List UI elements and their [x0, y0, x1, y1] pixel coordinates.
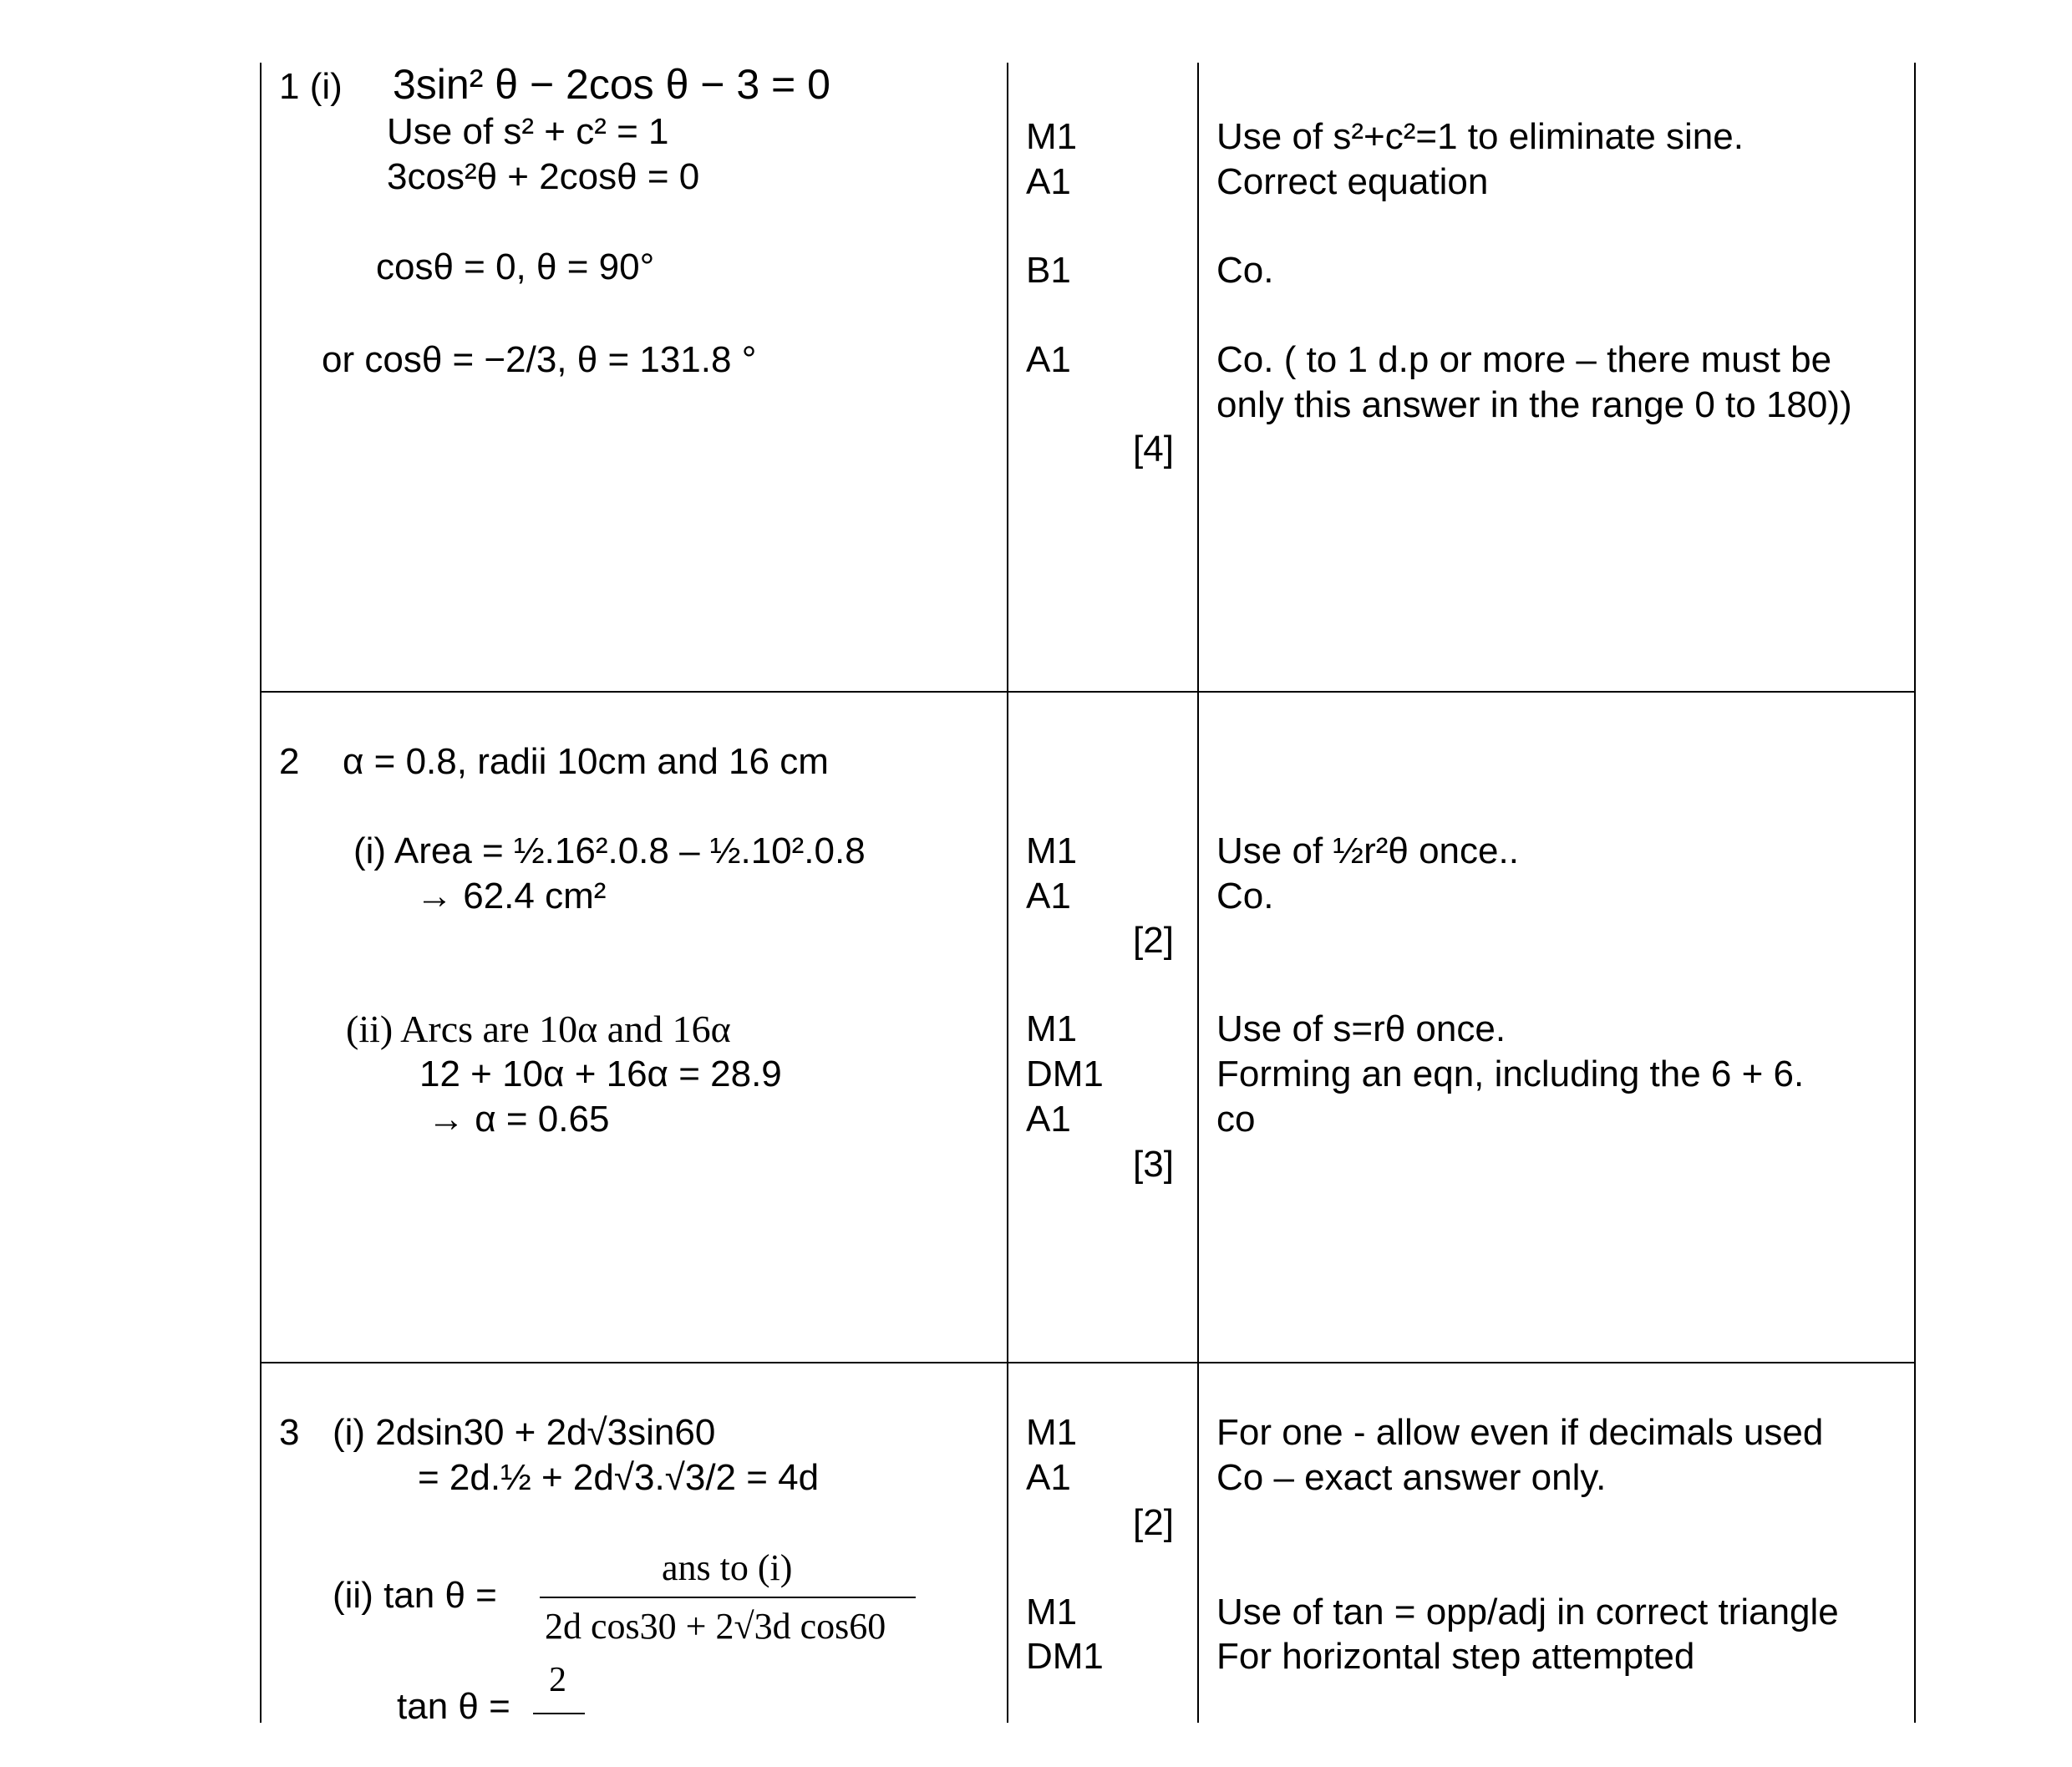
q1-note-1: Use of s²+c²=1 to eliminate sine. [1216, 116, 1744, 157]
q1-mark-2: A1 [1026, 161, 1071, 202]
q1-mark-4: A1 [1026, 339, 1071, 380]
q2-part-i-note-2: Co. [1216, 876, 1274, 917]
q3-part-i-note-2: Co – exact answer only. [1216, 1457, 1607, 1498]
q1-number: 1 (i) [279, 66, 343, 107]
q1-solution-1: cosθ = 0, θ = 90° [376, 246, 655, 287]
table-border-right [1914, 63, 1916, 1723]
q1-mark-3: B1 [1026, 250, 1071, 291]
q3-part-i-mark-1: M1 [1026, 1412, 1078, 1453]
q2-part-i-mark-2: A1 [1026, 876, 1071, 917]
q3-part-ii-note-1: Use of tan = opp/adj in correct triangle [1216, 1592, 1839, 1632]
q1-step-equation: 3cos²θ + 2cosθ = 0 [387, 156, 700, 197]
q2-part-i-mark-1: M1 [1026, 830, 1078, 871]
column-divider-marks [1197, 63, 1199, 1723]
q2-number: 2 [279, 741, 300, 782]
q2-part-ii-mark-3: A1 [1026, 1099, 1071, 1140]
q2-part-ii-note-3: co [1216, 1099, 1256, 1140]
q2-part-i-note-1: Use of ½r²θ once.. [1216, 830, 1519, 871]
q3-part-ii-denominator: 2d cos30 + 2√3d cos60 [545, 1606, 886, 1647]
q3-part-ii-line2-fraction-bar [533, 1713, 585, 1714]
q2-part-ii-total: [3] [1133, 1144, 1174, 1185]
q3-part-i-mark-2: A1 [1026, 1457, 1071, 1498]
q2-part-i-answer: → 62.4 cm² [416, 876, 607, 917]
q2-given: α = 0.8, radii 10cm and 16 cm [343, 741, 829, 782]
q2-part-ii-note-2: Forming an eqn, including the 6 + 6. [1216, 1054, 1805, 1094]
q1-step-identity: Use of s² + c² = 1 [387, 111, 669, 152]
q1-solution-2: or cosθ = −2/3, θ = 131.8 ° [322, 339, 757, 380]
q2-part-i-working: (i) Area = ½.16².0.8 – ½.10².0.8 [353, 830, 866, 871]
row-divider-1 [260, 691, 1916, 693]
q2-part-ii-mark-2: DM1 [1026, 1054, 1104, 1094]
q1-note-2: Correct equation [1216, 161, 1489, 202]
q3-part-ii-label: (ii) tan θ = [333, 1575, 497, 1616]
q1-note-4: Co. ( to 1 d.p or more – there must be [1216, 339, 1832, 380]
q3-part-ii-numerator: ans to (i) [662, 1547, 793, 1588]
q2-part-ii-answer: → α = 0.65 [428, 1099, 610, 1140]
q3-number: 3 [279, 1412, 300, 1453]
q1-total: [4] [1133, 429, 1174, 470]
q1-equation: 3sin² θ − 2cos θ − 3 = 0 [393, 61, 830, 108]
q1-mark-1: M1 [1026, 116, 1078, 157]
q2-part-i-total: [2] [1133, 920, 1174, 961]
q2-part-ii-note-1: Use of s=rθ once. [1216, 1008, 1506, 1049]
q3-part-i-working: (i) 2dsin30 + 2d√3sin60 [333, 1412, 716, 1453]
q3-part-ii-line2-label: tan θ = [397, 1686, 510, 1727]
table-border-left [260, 63, 262, 1723]
q1-note-3: Co. [1216, 250, 1274, 291]
q3-part-i-total: [2] [1133, 1502, 1174, 1543]
q2-part-ii-arcs: (ii) Arcs are 10α and 16α [346, 1008, 731, 1050]
q3-part-ii-mark-2: DM1 [1026, 1636, 1104, 1677]
row-divider-2 [260, 1362, 1916, 1363]
q3-part-i-note-1: For one - allow even if decimals used [1216, 1412, 1824, 1453]
column-divider-working [1007, 63, 1008, 1723]
q2-part-ii-mark-1: M1 [1026, 1008, 1078, 1049]
q3-part-ii-mark-1: M1 [1026, 1592, 1078, 1632]
q2-part-ii-equation: 12 + 10α + 16α = 28.9 [419, 1054, 782, 1094]
q3-part-ii-note-2: For horizontal step attempted [1216, 1636, 1695, 1677]
q3-part-ii-fraction-bar [540, 1597, 916, 1598]
q1-note-5: only this answer in the range 0 to 180)) [1216, 384, 1852, 425]
q3-part-i-answer: = 2d.½ + 2d√3.√3/2 = 4d [418, 1457, 820, 1498]
q3-part-ii-line2-numerator: 2 [549, 1661, 566, 1699]
